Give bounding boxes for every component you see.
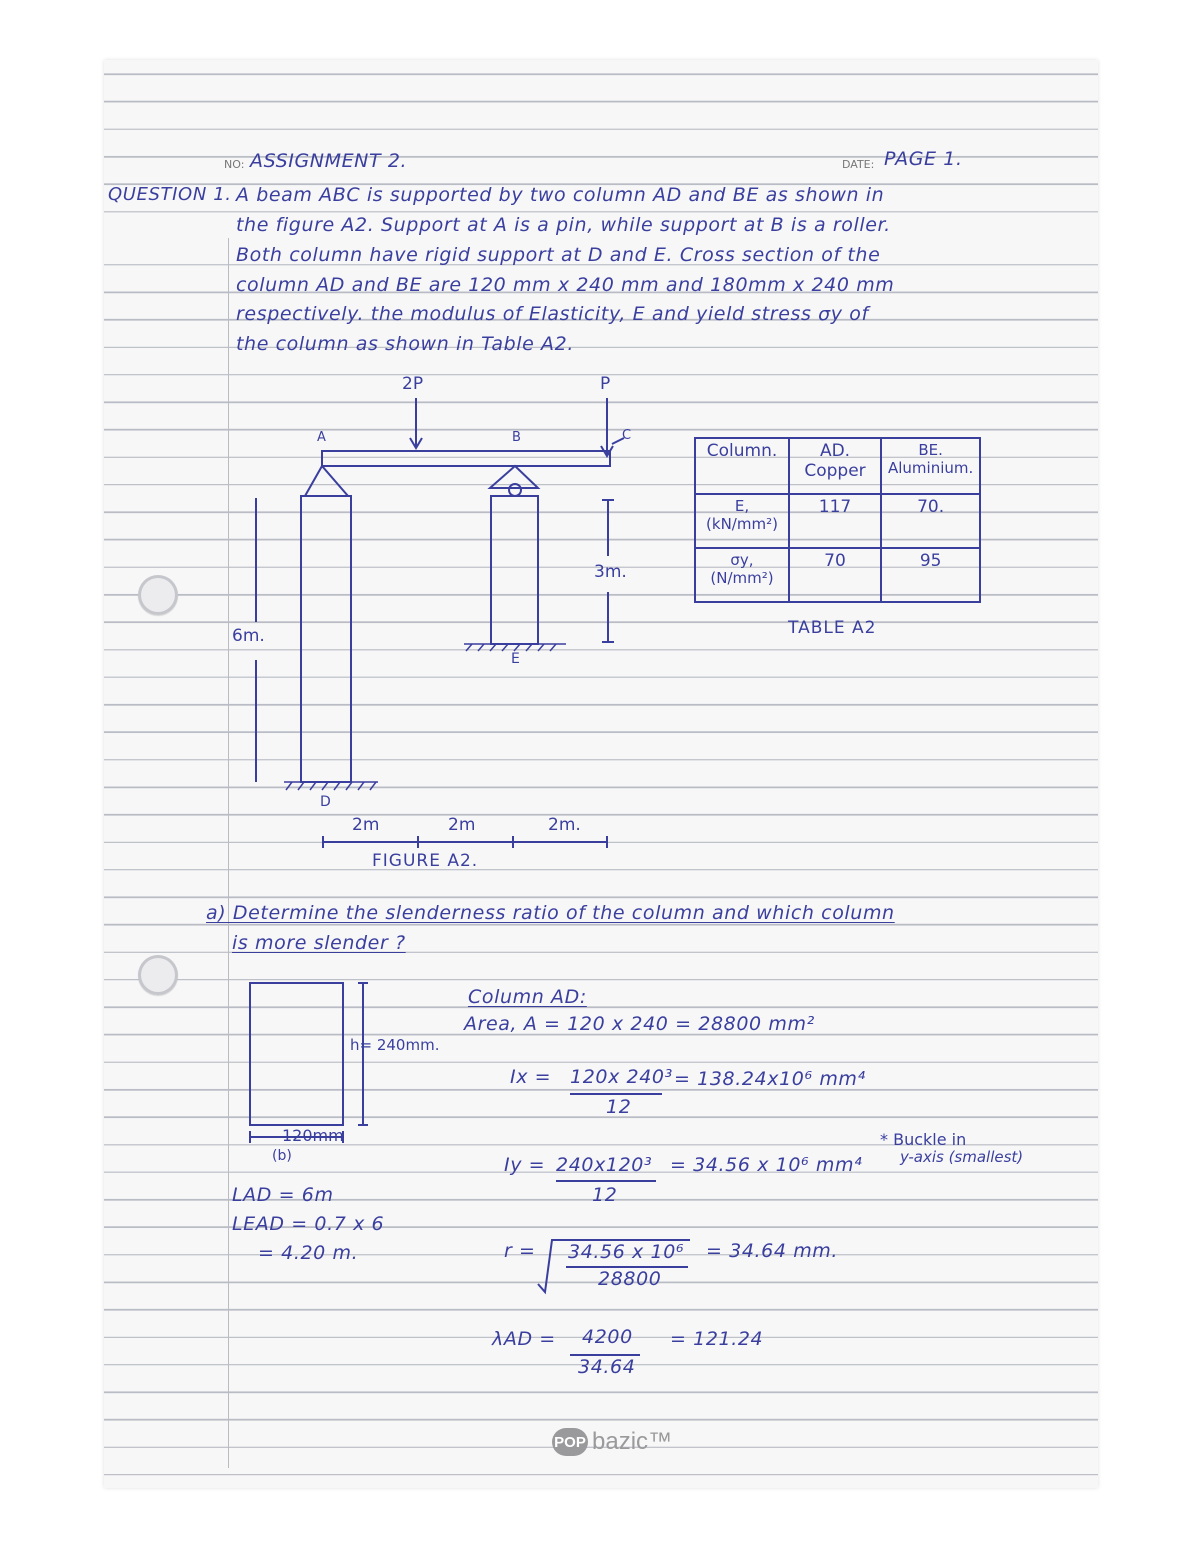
- table-cell: E, (kN/mm²): [695, 494, 789, 548]
- lambda-numerator: 4200: [582, 1326, 633, 1348]
- lambda-lhs: λAD =: [492, 1328, 556, 1350]
- point-a-label: A: [317, 430, 326, 445]
- question-line: the column as shown in Table A2.: [236, 333, 574, 355]
- iy-result: = 34.56 x 10⁶ mm⁴: [670, 1154, 863, 1176]
- table-header: AD. Copper: [789, 438, 881, 494]
- span-label: 2m: [352, 815, 380, 835]
- fraction-bar: [556, 1180, 656, 1182]
- length-ad: LAD = 6m: [232, 1184, 334, 1206]
- question-label: QUESTION 1.: [108, 184, 232, 205]
- iy-numerator: 240x120³: [556, 1154, 653, 1176]
- point-c-label: C: [622, 428, 632, 443]
- span-label: 2m.: [548, 815, 581, 835]
- table-cell: 117: [789, 494, 881, 548]
- material-table: [694, 437, 981, 603]
- ix-numerator: 120x 240³: [570, 1066, 673, 1088]
- brand-badge: POP: [552, 1428, 588, 1456]
- date-label: DATE:: [842, 158, 875, 171]
- point-b-label: B: [512, 430, 521, 445]
- dim-3m-label: 3m.: [594, 562, 627, 582]
- table-header: BE. Aluminium.: [881, 438, 980, 494]
- dim-6m-label: 6m.: [232, 626, 265, 646]
- effective-length-ad: LEAD = 0.7 x 6: [232, 1213, 385, 1235]
- iy-lhs: Iy =: [504, 1154, 546, 1176]
- page-number: PAGE 1.: [884, 148, 963, 170]
- table-cell: 70.: [881, 494, 980, 548]
- question-line: A beam ABC is supported by two column AD and BE as shown in: [236, 184, 885, 206]
- ix-denominator: 12: [606, 1096, 632, 1118]
- part-a-question: a) Determine the slenderness ratio of the column and which column: [206, 902, 895, 924]
- column-ad-title: Column AD:: [468, 986, 587, 1008]
- no-label: NO:: [224, 158, 245, 171]
- width-sub-label: (b): [272, 1148, 292, 1164]
- width-label: 120mm: [282, 1126, 344, 1145]
- table-caption: TABLE A2: [788, 618, 877, 638]
- part-a-question: is more slender ?: [232, 932, 406, 954]
- question-line: Both column have rigid support at D and E. Cross section of the: [236, 244, 881, 266]
- r-lhs: r =: [504, 1240, 536, 1262]
- brand-logo: [552, 1428, 672, 1456]
- figure-caption: FIGURE A2.: [372, 851, 479, 871]
- ix-result: = 138.24x10⁶ mm⁴: [674, 1068, 866, 1090]
- table-cell: 70: [789, 548, 881, 602]
- lambda-result: = 121.24: [670, 1328, 764, 1350]
- r-result: = 34.64 mm.: [706, 1240, 839, 1262]
- point-e-label: E: [511, 651, 520, 667]
- lambda-denominator: 34.64: [578, 1356, 636, 1378]
- buckle-note: y-axis (smallest): [900, 1148, 1024, 1166]
- question-line: the figure A2. Support at A is a pin, while support at B is a roller.: [236, 214, 891, 236]
- ix-lhs: Ix =: [510, 1066, 552, 1088]
- span-label: 2m: [448, 815, 476, 835]
- assignment-title: ASSIGNMENT 2.: [250, 150, 408, 172]
- load-p-label: P: [600, 374, 611, 394]
- load-2p-label: 2P: [402, 374, 424, 394]
- table-cell: σy, (N/mm²): [695, 548, 789, 602]
- brand-name: bazic™: [592, 1428, 673, 1455]
- r-denominator: 28800: [598, 1268, 662, 1290]
- r-numerator: 34.56 x 10⁶: [568, 1241, 685, 1263]
- buckle-note: * Buckle in: [880, 1130, 967, 1149]
- question-line: column AD and BE are 120 mm x 240 mm and 180mm x 240 mm: [236, 274, 895, 296]
- iy-denominator: 12: [592, 1184, 618, 1206]
- question-line: respectively. the modulus of Elasticity, E and yield stress σy of: [236, 303, 869, 325]
- area-equation: Area, A = 120 x 240 = 28800 mm²: [464, 1013, 815, 1035]
- point-d-label: D: [320, 794, 331, 810]
- fraction-bar: [570, 1093, 662, 1095]
- height-label: h= 240mm.: [350, 1036, 440, 1054]
- table-header: Column.: [695, 438, 789, 494]
- effective-length-result: = 4.20 m.: [258, 1242, 359, 1264]
- table-cell: 95: [881, 548, 980, 602]
